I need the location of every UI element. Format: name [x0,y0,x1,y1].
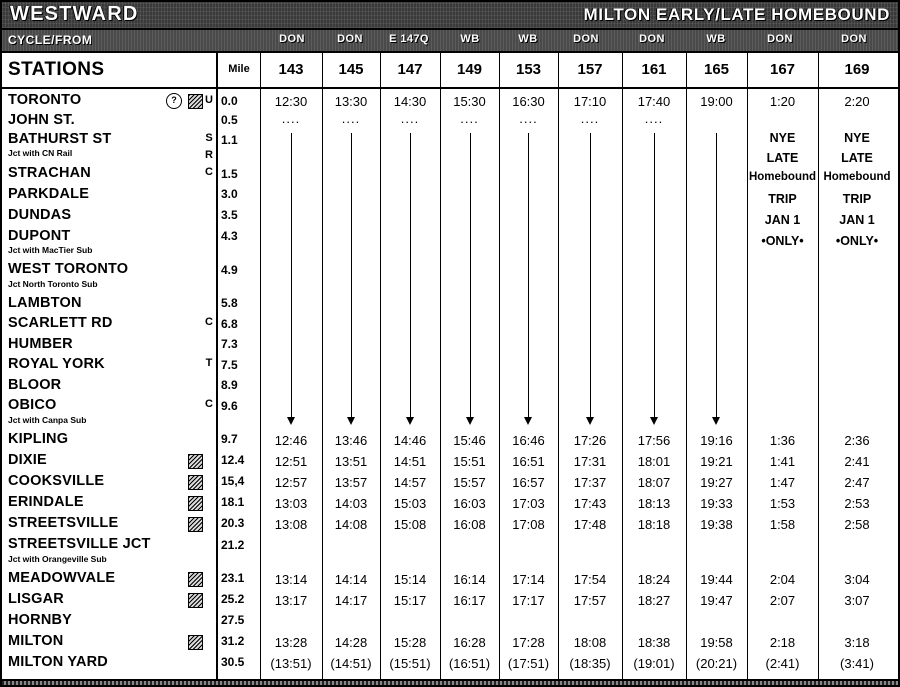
time-milton-yard-149: (16:51) [448,656,491,671]
time-cooksville-167: 1:47 [769,475,796,490]
time-toronto-143: 12:30 [274,94,308,109]
grid-line-8 [747,51,748,685]
train-number-145: 145 [338,61,364,78]
time-dixie-143: 12:51 [274,454,308,469]
hatched-box-icon-erindale [188,496,203,511]
time-milton-165: 19:58 [700,635,733,650]
station-mile-lisgar: 25.2 [221,592,245,606]
time-erindale-157: 17:43 [573,496,607,511]
time-milton-161: 18:38 [637,635,671,650]
time-streetsville-161: 18:18 [637,517,671,532]
direction-title: WESTWARD [10,3,139,25]
cycle-train-153: WB [518,33,538,45]
station-mile-dupont: 4.3 [221,229,238,243]
time-kipling-165: 19:16 [700,433,733,448]
time-kipling-167: 1:36 [769,433,796,448]
time-meadowvale-147: 15:14 [393,572,427,587]
time-lisgar-147: 15:17 [393,593,427,608]
hatched-box-icon-dixie [188,454,203,469]
time-lisgar-149: 16:17 [453,593,486,608]
grid-line-7 [686,51,687,685]
station-mile-toronto: 0.0 [221,94,238,108]
train-number-161: 161 [641,61,667,78]
run-arrow-157 [590,133,591,418]
time-dixie-169: 2:41 [844,454,870,469]
station-mile-meadowvale: 23.1 [221,571,245,585]
station-milton-yard: MILTON YARD [8,654,108,670]
time-toronto-149: 15:30 [453,94,486,109]
station-dupont: DUPONT [8,228,71,244]
station-cooksville: COOKSVILLE [8,473,105,489]
dots-john-st-147: .... [400,111,420,126]
station-dundas: DUNDAS [8,207,72,223]
station-strachan: STRACHAN [8,165,91,181]
train-number-149: 149 [456,61,483,78]
grid-line-mile-right [260,51,261,685]
station-milton: MILTON [8,633,64,649]
train-number-169: 169 [844,61,870,78]
note-167-line1: NYE [769,131,796,145]
station-note-obico: Jct with Canpa Sub [8,415,87,425]
station-mile-streetsville: 20.3 [221,516,245,530]
time-kipling-169: 2:36 [844,433,870,448]
grid-line-4 [499,51,500,685]
station-meadowvale: MEADOWVALE [8,570,116,586]
grid-line-3 [440,51,441,685]
station-flag-scarlett-rd: C [205,316,213,328]
time-toronto-147: 14:30 [393,94,427,109]
time-dixie-145: 13:51 [334,454,368,469]
dots-john-st-149: .... [460,111,479,126]
time-toronto-157: 17:10 [573,94,607,109]
time-lisgar-143: 13:17 [274,593,308,608]
station-note-streetsville-jct: Jct with Orangeville Sub [8,554,107,564]
time-streetsville-147: 15:08 [393,517,427,532]
time-lisgar-145: 14:17 [334,593,368,608]
hatched-box-icon-lisgar [188,593,203,608]
grid-line-2 [380,51,381,685]
time-milton-yard-161: (19:01) [633,656,675,671]
cycle-from-label: CYCLE/FROM [8,33,93,47]
run-arrow-143 [291,133,292,418]
time-erindale-147: 15:03 [393,496,427,511]
station-mile-cooksville: 15,4 [221,474,245,488]
grid-line-6 [622,51,623,685]
time-kipling-143: 12:46 [274,433,308,448]
station-mile-parkdale: 3.0 [221,187,238,201]
note-167-line4: TRIP [768,192,797,206]
time-streetsville-145: 14:08 [334,517,368,532]
time-cooksville-143: 12:57 [274,475,308,490]
time-milton-149: 16:28 [453,635,486,650]
time-dixie-147: 14:51 [393,454,427,469]
time-meadowvale-149: 16:14 [453,572,486,587]
time-lisgar-161: 18:27 [637,593,671,608]
station-mile-bloor: 8.9 [221,378,238,392]
time-milton-yard-165: (20:21) [695,656,738,671]
station-mile-lambton: 5.8 [221,296,238,310]
time-meadowvale-165: 19:44 [700,572,733,587]
station-note-bathurst-st: Jct with CN Rail [8,148,73,158]
note-167-line2: LATE [766,151,799,165]
time-erindale-165: 19:33 [700,496,733,511]
run-arrow-147 [410,133,411,418]
time-streetsville-149: 16:08 [453,517,486,532]
cycle-from-band [2,30,898,53]
station-flag-toronto: U [205,94,213,106]
cycle-train-161: DON [639,33,665,45]
time-toronto-145: 13:30 [334,94,368,109]
station-lisgar: LISGAR [8,591,64,607]
station-mile-royal-york: 7.5 [221,358,238,372]
time-cooksville-169: 2:47 [844,475,870,490]
time-milton-yard-153: (17:51) [507,656,550,671]
station-lambton: LAMBTON [8,295,82,311]
time-cooksville-161: 18:07 [637,475,671,490]
hatched-box-icon-streetsville [188,517,203,532]
grid-line-5 [558,51,559,685]
time-meadowvale-143: 13:14 [274,572,308,587]
time-milton-yard-169: (3:41) [840,656,874,671]
station-scarlett-rd: SCARLETT RD [8,315,113,331]
station-flag-royal-york: T [205,357,213,369]
time-dixie-157: 17:31 [573,454,607,469]
cycle-train-145: DON [337,33,363,45]
time-kipling-149: 15:46 [453,433,486,448]
time-meadowvale-167: 2:04 [769,572,796,587]
time-lisgar-157: 17:57 [573,593,607,608]
station-mile-milton-yard: 30.5 [221,655,245,669]
time-milton-147: 15:28 [393,635,427,650]
cycle-train-167: DON [767,33,793,45]
grid-line-9 [818,51,819,685]
station-bathurst-st: BATHURST ST [8,131,112,147]
time-toronto-167: 1:20 [769,94,796,109]
time-cooksville-149: 15:57 [453,475,486,490]
time-streetsville-169: 2:58 [844,517,870,532]
stations-column-header: STATIONS [8,59,105,80]
time-milton-yard-167: (2:41) [765,656,800,671]
station-mile-obico: 9.6 [221,399,238,413]
time-erindale-161: 18:13 [637,496,671,511]
time-lisgar-165: 19:47 [700,593,733,608]
note-167-line6: •ONLY• [761,234,804,248]
train-number-165: 165 [703,61,730,78]
circle-q-icon: ? [166,93,182,109]
side-letter-s: S [205,132,213,144]
dots-john-st-143: .... [281,111,301,126]
mile-column-header: Mile [228,63,250,75]
run-arrow-161 [654,133,655,418]
time-streetsville-153: 17:08 [512,517,545,532]
note-169-line1: NYE [844,131,870,145]
station-mile-dundas: 3.5 [221,208,238,222]
time-cooksville-147: 14:57 [393,475,427,490]
time-erindale-149: 16:03 [453,496,486,511]
time-milton-167: 2:18 [769,635,796,650]
header-band [2,2,898,30]
cycle-train-143: DON [279,33,305,45]
hatched-box-icon-meadowvale [188,572,203,587]
time-milton-yard-157: (18:35) [569,656,611,671]
time-milton-169: 3:18 [844,635,870,650]
station-west-toronto: WEST TORONTO [8,261,129,277]
time-erindale-143: 13:03 [274,496,308,511]
time-kipling-161: 17:56 [637,433,671,448]
station-royal-york: ROYAL YORK [8,356,105,372]
time-dixie-153: 16:51 [512,454,545,469]
cycle-train-149: WB [460,33,480,45]
side-letter-r: R [205,149,213,161]
cycle-train-165: WB [706,33,726,45]
time-erindale-153: 17:03 [512,496,545,511]
time-milton-157: 18:08 [573,635,607,650]
time-erindale-167: 1:53 [769,496,796,511]
hatched-box-icon-milton [188,635,203,650]
time-cooksville-145: 13:57 [334,475,368,490]
note-169-line2: LATE [841,151,873,165]
station-humber: HUMBER [8,336,73,352]
train-number-157: 157 [577,61,603,78]
time-meadowvale-169: 3:04 [844,572,870,587]
train-number-167: 167 [769,61,796,78]
time-milton-145: 14:28 [334,635,368,650]
note-169-line6: •ONLY• [835,234,879,248]
cycle-train-169: DON [841,33,867,45]
station-mile-dixie: 12.4 [221,453,245,467]
time-milton-yard-147: (15:51) [389,656,431,671]
run-arrow-149 [470,133,471,418]
station-streetsville-jct: STREETSVILLE JCT [8,536,151,552]
header-rule [2,87,898,89]
time-cooksville-157: 17:37 [573,475,607,490]
time-kipling-153: 16:46 [512,433,545,448]
dots-john-st-161: .... [644,111,664,126]
time-milton-153: 17:28 [512,635,545,650]
run-arrow-153 [528,133,529,418]
station-dixie: DIXIE [8,452,47,468]
time-lisgar-169: 3:07 [844,593,870,608]
station-mile-strachan: 1.5 [221,167,238,181]
footer-strip [2,679,898,685]
station-mile-hornby: 27.5 [221,613,245,627]
station-mile-erindale: 18.1 [221,495,245,509]
time-kipling-145: 13:46 [334,433,368,448]
station-bloor: BLOOR [8,377,62,393]
service-title: MILTON EARLY/LATE HOMEBOUND [583,5,890,24]
hatched-box-icon-cooksville [188,475,203,490]
station-note-west-toronto: Jct North Toronto Sub [8,279,98,289]
station-parkdale: PARKDALE [8,186,90,202]
note-167-line3: Homebound [748,171,817,183]
cycle-train-147: E 147Q [389,33,429,45]
time-streetsville-143: 13:08 [274,517,308,532]
station-mile-humber: 7.3 [221,337,238,351]
time-dixie-161: 18:01 [637,454,671,469]
station-mile-john-st: 0.5 [221,113,238,127]
station-mile-kipling: 9.7 [221,432,238,446]
time-streetsville-167: 1:58 [769,517,796,532]
time-streetsville-165: 19:38 [700,517,733,532]
note-169-line3: Homebound [823,171,891,183]
note-169-line5: JAN 1 [839,213,875,227]
time-dixie-167: 1:41 [769,454,796,469]
time-dixie-149: 15:51 [453,454,486,469]
time-milton-yard-143: (13:51) [270,656,312,671]
station-flag-obico: C [205,398,213,410]
time-cooksville-165: 19:27 [700,475,733,490]
station-mile-bathurst-st: 1.1 [221,133,238,147]
station-note-dupont: Jct with MacTier Sub [8,245,93,255]
station-kipling: KIPLING [8,431,69,447]
run-arrow-165 [716,133,717,418]
station-toronto: TORONTO [8,92,82,108]
station-hornby: HORNBY [8,612,73,628]
time-lisgar-153: 17:17 [512,593,545,608]
cycle-train-157: DON [573,33,599,45]
time-lisgar-167: 2:07 [769,593,796,608]
station-mile-west-toronto: 4.9 [221,263,238,277]
time-toronto-153: 16:30 [512,94,545,109]
time-milton-yard-145: (14:51) [330,656,372,671]
train-number-147: 147 [397,61,423,78]
time-toronto-169: 2:20 [844,94,870,109]
time-erindale-169: 2:53 [844,496,870,511]
note-169-line4: TRIP [842,192,872,206]
time-kipling-147: 14:46 [393,433,427,448]
time-meadowvale-153: 17:14 [512,572,545,587]
station-mile-streetsville-jct: 21.2 [221,538,245,552]
time-cooksville-153: 16:57 [512,475,545,490]
dots-john-st-157: .... [580,111,600,126]
station-streetsville: STREETSVILLE [8,515,119,531]
station-john-st: JOHN ST. [8,112,75,128]
station-mile-scarlett-rd: 6.8 [221,317,238,331]
station-erindale: ERINDALE [8,494,84,510]
time-streetsville-157: 17:48 [573,517,607,532]
time-erindale-145: 14:03 [334,496,368,511]
grid-line-1 [322,51,323,685]
time-toronto-161: 17:40 [637,94,671,109]
time-meadowvale-157: 17:54 [573,572,607,587]
dots-john-st-153: .... [519,111,538,126]
time-meadowvale-161: 18:24 [637,572,671,587]
timetable-grid [2,51,898,685]
note-167-line5: JAN 1 [764,213,801,227]
time-toronto-165: 19:00 [700,94,733,109]
train-number-143: 143 [278,61,304,78]
time-dixie-165: 19:21 [700,454,733,469]
time-kipling-157: 17:26 [573,433,607,448]
time-milton-143: 13:28 [274,635,308,650]
run-arrow-145 [351,133,352,418]
time-meadowvale-145: 14:14 [334,572,368,587]
station-mile-milton: 31.2 [221,634,245,648]
side-letter-c: C [205,166,213,178]
train-number-153: 153 [515,61,542,78]
dots-john-st-145: .... [341,111,361,126]
station-obico: OBICO [8,397,57,413]
